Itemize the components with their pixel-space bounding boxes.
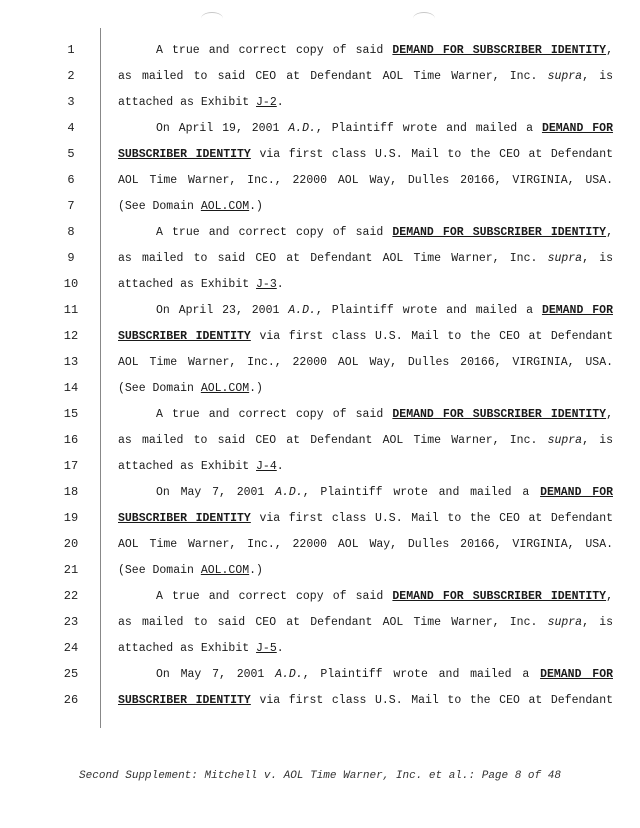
domain-reference: AOL.COM: [200, 564, 250, 577]
exhibit-reference: J-3: [256, 278, 277, 291]
line-text: as mailed to said CEO at Defendant AOL Time Warner, Inc. supra, is: [118, 70, 613, 83]
pleading-line: [0, 586, 640, 612]
bold-underlined-term: DEMAND FOR: [541, 122, 613, 135]
binder-hole-mark: [413, 12, 435, 25]
bold-underlined-term: SUBSCRIBER IDENTITY: [118, 330, 251, 343]
italic-term: A.D.: [275, 486, 303, 499]
line-number: 3: [67, 95, 75, 109]
binder-hole-mark: [201, 12, 223, 25]
pleading-line: [0, 274, 640, 300]
pleading-line: [0, 690, 640, 716]
bold-underlined-term: SUBSCRIBER IDENTITY: [118, 148, 251, 161]
line-text: attached as Exhibit J-3.: [118, 278, 284, 291]
line-text: A true and correct copy of said DEMAND FOR SUBSCRIBER IDENTITY,: [156, 44, 613, 57]
line-text: A true and correct copy of said DEMAND FOR SUBSCRIBER IDENTITY,: [156, 226, 613, 239]
line-text: as mailed to said CEO at Defendant AOL Time Warner, Inc. supra, is: [118, 616, 613, 629]
line-number: 1: [67, 43, 75, 57]
line-number: 25: [63, 667, 79, 681]
footer-text: Second Supplement: Mitchell v. AOL Time Warner, Inc. et al.: Page 8 of 48: [79, 770, 561, 782]
line-text: (See Domain AOL.COM.): [118, 564, 263, 577]
line-text: AOL Time Warner, Inc., 22000 AOL Way, Dulles 20166, VIRGINIA, USA.: [118, 538, 613, 551]
italic-term: supra: [547, 70, 583, 83]
line-number: 5: [67, 147, 75, 161]
line-number: 22: [63, 589, 79, 603]
page-footer: [0, 770, 640, 782]
pleading-line: [0, 300, 640, 326]
domain-reference: AOL.COM: [200, 200, 250, 213]
pleading-line: [0, 612, 640, 638]
bold-underlined-term: DEMAND FOR: [541, 304, 613, 317]
italic-term: A.D.: [275, 668, 303, 681]
bold-underlined-term: DEMAND FOR SUBSCRIBER IDENTITY: [392, 226, 607, 239]
line-text: A true and correct copy of said DEMAND FOR SUBSCRIBER IDENTITY,: [156, 590, 613, 603]
pleading-line: [0, 378, 640, 404]
bold-underlined-term: SUBSCRIBER IDENTITY: [118, 694, 251, 707]
pleading-line: [0, 482, 640, 508]
line-text: SUBSCRIBER IDENTITY via first class U.S. Mail to the CEO at Defendant: [118, 330, 613, 343]
line-text: as mailed to said CEO at Defendant AOL Time Warner, Inc. supra, is: [118, 434, 613, 447]
italic-term: A.D.: [288, 122, 316, 135]
line-number: 11: [63, 303, 79, 317]
pleading-line: [0, 326, 640, 352]
line-number: 19: [63, 511, 79, 525]
bold-underlined-term: SUBSCRIBER IDENTITY: [118, 512, 251, 525]
line-text: SUBSCRIBER IDENTITY via first class U.S. Mail to the CEO at Defendant: [118, 694, 613, 707]
exhibit-reference: J-2: [256, 96, 277, 109]
pleading-line: [0, 534, 640, 560]
pleading-line: [0, 560, 640, 586]
pleading-line: [0, 222, 640, 248]
line-text: AOL Time Warner, Inc., 22000 AOL Way, Dulles 20166, VIRGINIA, USA.: [118, 174, 613, 187]
line-number: 7: [67, 199, 75, 213]
line-number: 26: [63, 693, 79, 707]
line-number: 20: [63, 537, 79, 551]
line-number: 10: [63, 277, 79, 291]
line-text: attached as Exhibit J-4.: [118, 460, 284, 473]
pleading-line: [0, 352, 640, 378]
italic-term: A.D.: [288, 304, 316, 317]
italic-term: supra: [547, 616, 583, 629]
line-text: attached as Exhibit J-5.: [118, 642, 284, 655]
pleading-line: [0, 638, 640, 664]
line-number: 9: [67, 251, 75, 265]
line-number: 18: [63, 485, 79, 499]
line-number: 24: [63, 641, 79, 655]
line-text: AOL Time Warner, Inc., 22000 AOL Way, Dulles 20166, VIRGINIA, USA.: [118, 356, 613, 369]
line-text: On April 19, 2001 A.D., Plaintiff wrote and mailed a DEMAND FOR: [156, 122, 613, 135]
line-number: 6: [67, 173, 75, 187]
line-text: SUBSCRIBER IDENTITY via first class U.S. Mail to the CEO at Defendant: [118, 512, 613, 525]
bold-underlined-term: DEMAND FOR: [540, 668, 613, 681]
line-text: (See Domain AOL.COM.): [118, 382, 263, 395]
pleading-line: [0, 664, 640, 690]
pleading-line: [0, 144, 640, 170]
bold-underlined-term: DEMAND FOR: [540, 486, 613, 499]
pleading-line: [0, 404, 640, 430]
exhibit-reference: J-5: [256, 642, 277, 655]
line-number: 4: [67, 121, 75, 135]
domain-reference: AOL.COM: [200, 382, 250, 395]
line-number: 13: [63, 355, 79, 369]
bold-underlined-term: DEMAND FOR SUBSCRIBER IDENTITY: [392, 44, 607, 57]
line-number: 21: [63, 563, 79, 577]
line-text: as mailed to said CEO at Defendant AOL Time Warner, Inc. supra, is: [118, 252, 613, 265]
line-text: SUBSCRIBER IDENTITY via first class U.S. Mail to the CEO at Defendant: [118, 148, 613, 161]
line-text: (See Domain AOL.COM.): [118, 200, 263, 213]
line-number: 15: [63, 407, 79, 421]
pleading-line: [0, 92, 640, 118]
line-number: 17: [63, 459, 79, 473]
line-number: 14: [63, 381, 79, 395]
italic-term: supra: [547, 434, 583, 447]
pleading-line: [0, 248, 640, 274]
bold-underlined-term: DEMAND FOR SUBSCRIBER IDENTITY: [392, 590, 607, 603]
pleading-line: [0, 456, 640, 482]
pleading-body: [0, 40, 640, 716]
line-text: attached as Exhibit J-2.: [118, 96, 284, 109]
pleading-line: [0, 508, 640, 534]
line-number: 23: [63, 615, 79, 629]
pleading-line: [0, 196, 640, 222]
pleading-line: [0, 118, 640, 144]
pleading-line: [0, 430, 640, 456]
line-number: 2: [67, 69, 75, 83]
line-text: On May 7, 2001 A.D., Plaintiff wrote and mailed a DEMAND FOR: [156, 486, 613, 499]
line-number: 16: [63, 433, 79, 447]
pleading-line: [0, 170, 640, 196]
pleading-line: [0, 40, 640, 66]
pleading-line: [0, 66, 640, 92]
italic-term: supra: [547, 252, 583, 265]
line-text: On April 23, 2001 A.D., Plaintiff wrote and mailed a DEMAND FOR: [156, 304, 613, 317]
line-text: A true and correct copy of said DEMAND FOR SUBSCRIBER IDENTITY,: [156, 408, 613, 421]
line-number: 12: [63, 329, 79, 343]
line-number: 8: [67, 225, 75, 239]
bold-underlined-term: DEMAND FOR SUBSCRIBER IDENTITY: [392, 408, 607, 421]
line-text: On May 7, 2001 A.D., Plaintiff wrote and mailed a DEMAND FOR: [156, 668, 613, 681]
exhibit-reference: J-4: [256, 460, 277, 473]
